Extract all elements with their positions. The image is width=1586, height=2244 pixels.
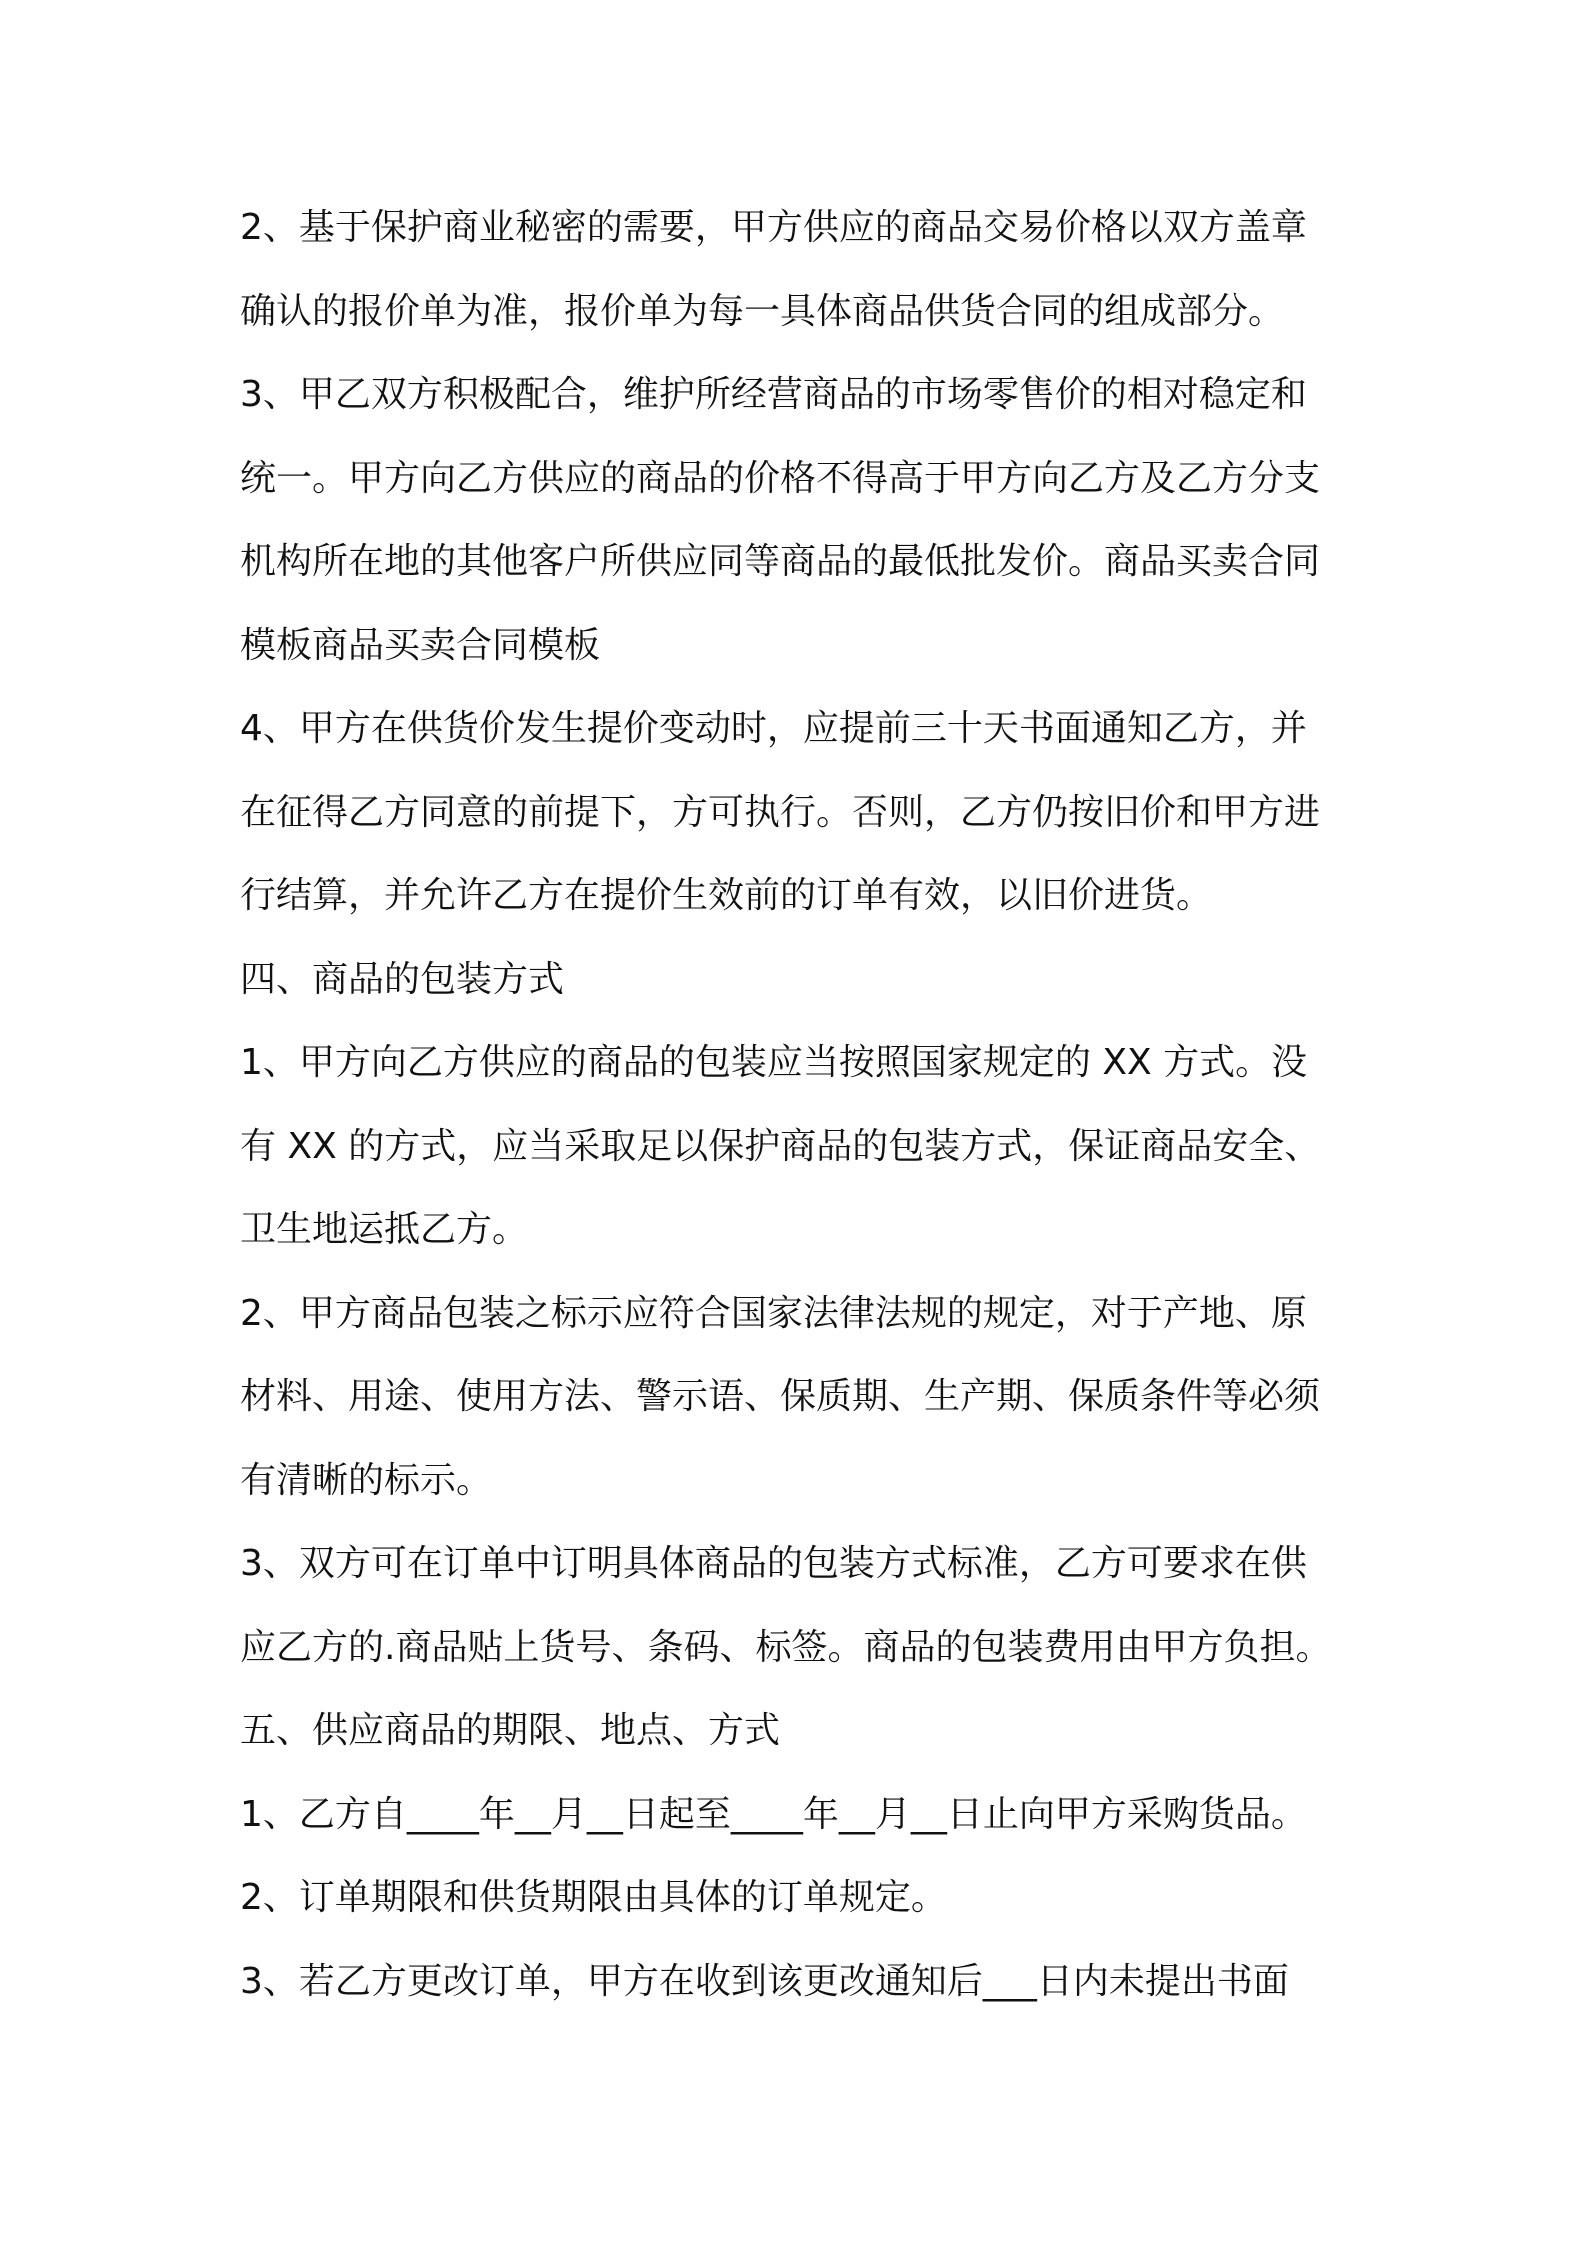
text-line: 2、甲方商品包装之标示应符合国家法律法规的规定，对于产地、原 (240, 1292, 1307, 1334)
text-line: 确认的报价单为准，报价单为每一具体商品供货合同的组成部分。 (240, 290, 1285, 332)
text-line: 材料、用途、使用方法、警示语、保质期、生产期、保质条件等必须 (240, 1376, 1321, 1417)
text-line: 1、乙方自____年__月__日起至____年__月__日止向甲方采购货品。 (240, 1793, 1307, 1835)
text-line: 卫生地运抵乙方。 (240, 1209, 529, 1250)
text-line: 行结算，并允许乙方在提价生效前的订单有效，以旧价进货。 (240, 875, 1213, 916)
text-line: 应乙方的.商品贴上货号、条码、标签。商品的包装费用由甲方负担。 (240, 1626, 1332, 1668)
section-heading: 五、供应商品的期限、地点、方式 (240, 1710, 781, 1751)
text-line: 模板商品买卖合同模板 (240, 624, 601, 666)
text-line: 有清晰的标示。 (240, 1459, 493, 1501)
text-line: 机构所在地的其他客户所供应同等商品的最低批发价。商品买卖合同 (240, 541, 1321, 582)
text-line: 2、基于保护商业秘密的需要，甲方供应的商品交易价格以双方盖章 (240, 207, 1307, 248)
text-line: 3、双方可在订单中订明具体商品的包装方式标准，乙方可要求在供 (240, 1543, 1307, 1584)
text-line: 2、订单期限和供货期限由具体的订单规定。 (240, 1877, 947, 1918)
text-line: 3、若乙方更改订单，甲方在收到该更改通知后___日内未提出书面 (240, 1960, 1289, 2002)
text-line: 1、甲方向乙方供应的商品的包装应当按照国家规定的 XX 方式。没 (240, 1042, 1308, 1083)
section-heading: 四、商品的包装方式 (240, 958, 565, 1000)
text-line: 有 XX 的方式，应当采取足以保护商品的包装方式，保证商品安全、 (240, 1125, 1321, 1167)
text-line: 在征得乙方同意的前提下，方可执行。否则，乙方仍按旧价和甲方进 (240, 791, 1321, 833)
text-line: 4、甲方在供货价发生提价变动时，应提前三十天书面通知乙方，并 (240, 708, 1307, 749)
text-line: 统一。甲方向乙方供应的商品的价格不得高于甲方向乙方及乙方分支 (240, 457, 1321, 499)
contract-body (240, 186, 1370, 2023)
text-line: 3、甲乙双方积极配合，维护所经营商品的市场零售价的相对稳定和 (240, 374, 1307, 415)
